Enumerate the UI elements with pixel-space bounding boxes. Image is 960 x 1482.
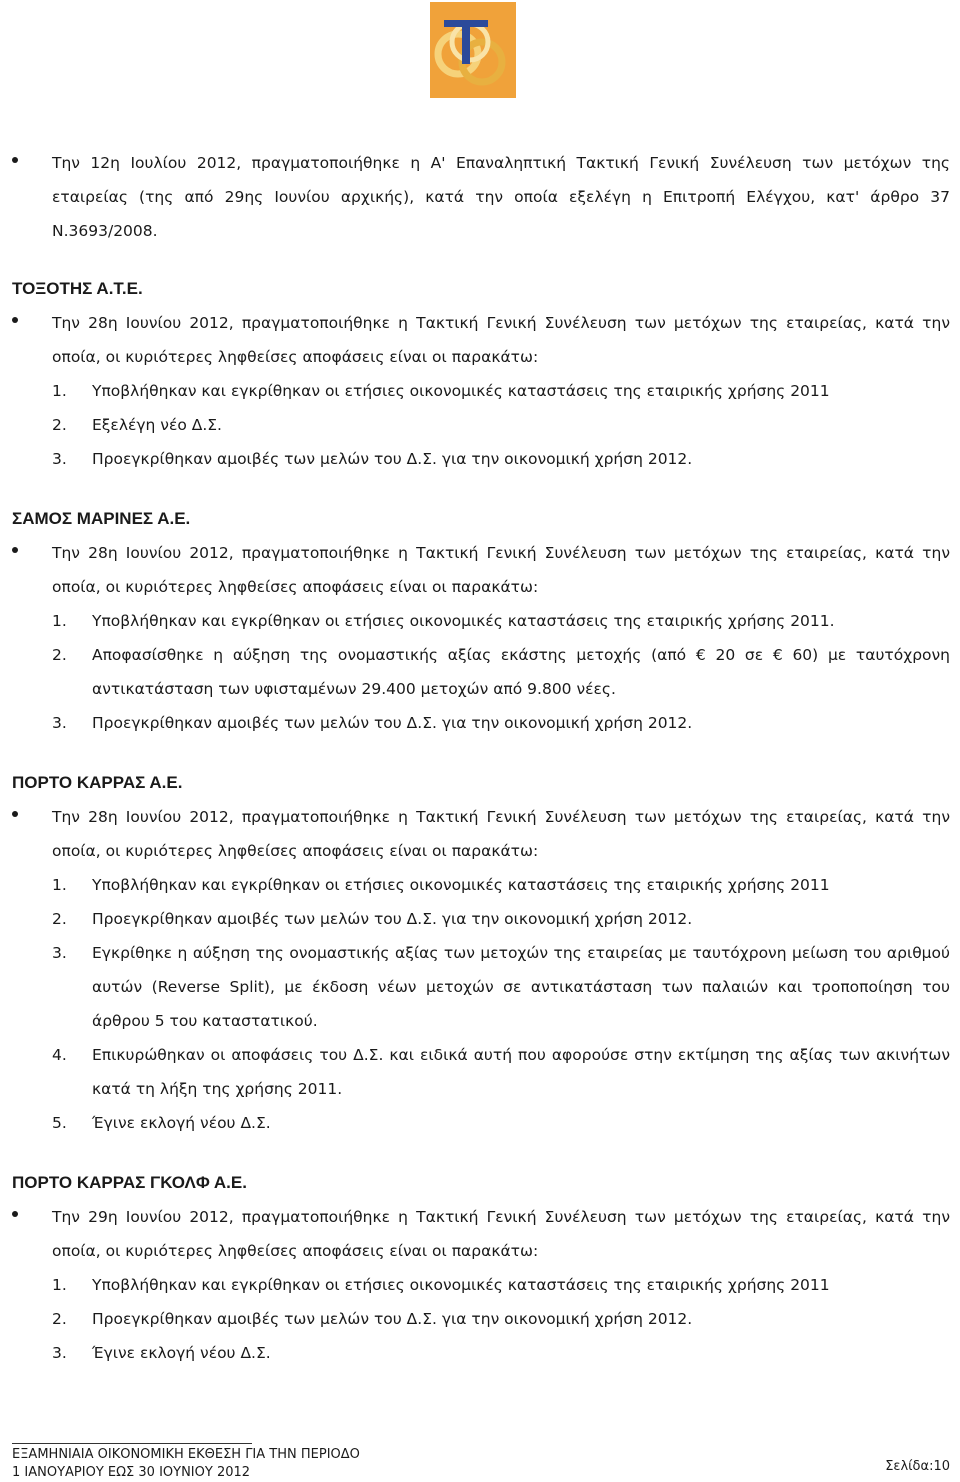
- list-item: [52, 936, 950, 1038]
- item-number: 3.: [52, 450, 67, 468]
- section-title: ΠΟΡΤΟ ΚΑΡΡΑΣ ΓΚΟΛΦ Α.Ε.: [12, 1173, 247, 1192]
- item-text: Επικυρώθηκαν οι αποφάσεις του Δ.Σ. και ειδικά αυτή που αφορούσε στην εκτίμηση της αξίας των ακινήτων κατά τη λήξη της χρήσης 2011.: [92, 1046, 950, 1098]
- list-item: [52, 408, 950, 442]
- decision-list: [52, 604, 950, 740]
- list-item: [52, 442, 950, 476]
- item-text: Προεγκρίθηκαν αμοιβές των μελών του Δ.Σ. για την οικονομική χρήση 2012.: [92, 714, 693, 732]
- item-number: 2.: [52, 646, 67, 664]
- section-samos-marines: [12, 502, 950, 740]
- item-text: Έγινε εκλογή νέου Δ.Σ.: [92, 1114, 271, 1132]
- item-text: Αποφασίσθηκε η αύξηση της ονομαστικής αξίας εκάστης μετοχής (από € 20 σε € 60) με ταυτόχρονη αντικατάσταση των υφισταμένων 29.400 μετοχών από 9.800 νέες.: [92, 646, 950, 698]
- bullet-text: Την 29η Ιουνίου 2012, πραγματοποιήθηκε η Τακτική Γενική Συνέλευση των μετόχων της εταιρείας, κατά την οποία, οι κυριότερες ληφθείσες αποφάσεις είναι οι παρακάτω:: [52, 1208, 950, 1260]
- item-number: 3.: [52, 944, 67, 962]
- bullet-icon: [12, 317, 18, 323]
- section-title: ΣΑΜΟΣ ΜΑΡΙΝΕΣ Α.Ε.: [12, 509, 191, 528]
- bullet-text: Την 28η Ιουνίου 2012, πραγματοποιήθηκε η Τακτική Γενική Συνέλευση των μετόχων της εταιρείας, κατά την οποία, οι κυριότερες ληφθείσες αποφάσεις είναι οι παρακάτω:: [52, 314, 950, 366]
- document-body: [12, 146, 950, 1370]
- item-text: Εξελέγη νέο Δ.Σ.: [92, 416, 222, 434]
- list-item: [52, 1038, 950, 1106]
- list-item: [52, 604, 950, 638]
- footer-line-1: ΕΞΑΜΗΝΙΑΙΑ ΟΙΚΟΝΟΜΙΚΗ ΕΚΘΕΣΗ ΓΙΑ ΤΗΝ ΠΕΡΙΟΔΟ: [12, 1447, 360, 1462]
- list-item: [52, 902, 950, 936]
- decision-list: [52, 868, 950, 1140]
- section-bullet: [12, 800, 950, 1140]
- list-item: [52, 868, 950, 902]
- section-title: ΤΟΞΟΤΗΣ Α.Τ.Ε.: [12, 279, 143, 298]
- page-number: Σελίδα:10: [885, 1459, 950, 1474]
- footer-report-title: [12, 1446, 360, 1482]
- bullet-text: Την 28η Ιουνίου 2012, πραγματοποιήθηκε η Τακτική Γενική Συνέλευση των μετόχων της εταιρείας, κατά την οποία, οι κυριότερες ληφθείσες αποφάσεις είναι οι παρακάτω:: [52, 544, 950, 596]
- list-item: [52, 1302, 950, 1336]
- item-number: 1.: [52, 1276, 67, 1294]
- item-number: 3.: [52, 714, 67, 732]
- list-item: [52, 1336, 950, 1370]
- section-bullet: [12, 536, 950, 740]
- bullet-text: Την 28η Ιουνίου 2012, πραγματοποιήθηκε η Τακτική Γενική Συνέλευση των μετόχων της εταιρείας, κατά την οποία, οι κυριότερες ληφθείσες αποφάσεις είναι οι παρακάτω:: [52, 808, 950, 860]
- bullet-icon: [12, 1211, 18, 1217]
- section-bullet: [12, 306, 950, 476]
- decision-list: [52, 1268, 950, 1370]
- item-text: Προεγκρίθηκαν αμοιβές των μελών του Δ.Σ. για την οικονομική χρήση 2012.: [92, 1310, 693, 1328]
- item-number: 1.: [52, 382, 67, 400]
- section-porto-carras: [12, 766, 950, 1140]
- intro-text: Την 12η Ιουλίου 2012, πραγματοποιήθηκε η Α' Επαναληπτική Τακτική Γενική Συνέλευση των μετόχων της εταιρείας (της από 29ης Ιουνίου αρχικής), κατά την οποία εξελέγη η Επιτροπή Ελέγχου, κατ' άρθρο 37 Ν.3693/2008.: [52, 154, 950, 240]
- section-toxotis: [12, 272, 950, 476]
- item-text: Υποβλήθηκαν και εγκρίθηκαν οι ετήσιες οικονομικές καταστάσεις της εταιρικής χρήσης 2011.: [92, 612, 835, 630]
- item-number: 2.: [52, 1310, 67, 1328]
- item-text: Προεγκρίθηκαν αμοιβές των μελών του Δ.Σ. για την οικονομική χρήση 2012.: [92, 910, 693, 928]
- item-number: 4.: [52, 1046, 67, 1064]
- item-number: 1.: [52, 876, 67, 894]
- list-item: [52, 1106, 950, 1140]
- bullet-icon: [12, 547, 18, 553]
- list-item: [52, 1268, 950, 1302]
- item-number: 3.: [52, 1344, 67, 1362]
- item-text: Προεγκρίθηκαν αμοιβές των μελών του Δ.Σ. για την οικονομική χρήση 2012.: [92, 450, 693, 468]
- section-porto-carras-golf: [12, 1166, 950, 1370]
- item-text: Υποβλήθηκαν και εγκρίθηκαν οι ετήσιες οικονομικές καταστάσεις της εταιρικής χρήσης 2011: [92, 876, 830, 894]
- item-number: 2.: [52, 910, 67, 928]
- list-item: [52, 638, 950, 706]
- item-text: Έγινε εκλογή νέου Δ.Σ.: [92, 1344, 271, 1362]
- intro-bullet: [12, 146, 950, 248]
- item-text: Υποβλήθηκαν και εγκρίθηκαν οι ετήσιες οικονομικές καταστάσεις της εταιρικής χρήσης 2011: [92, 1276, 830, 1294]
- decision-list: [52, 374, 950, 476]
- item-text: Εγκρίθηκε η αύξηση της ονομαστικής αξίας των μετοχών της εταιρείας με ταυτόχρονη μείωση του αριθμού αυτών (Reverse Split), με έκδοση νέων μετοχών σε αντικατάσταση των παλαιών και τροποποίηση του άρθρου 5 του καταστατικού.: [92, 944, 950, 1030]
- item-number: 5.: [52, 1114, 67, 1132]
- item-number: 1.: [52, 612, 67, 630]
- section-title: ΠΟΡΤΟ ΚΑΡΡΑΣ Α.Ε.: [12, 773, 183, 792]
- list-item: [52, 706, 950, 740]
- footer-divider: [12, 1443, 252, 1444]
- section-bullet: [12, 1200, 950, 1370]
- company-logo: [430, 2, 516, 98]
- item-number: 2.: [52, 416, 67, 434]
- list-item: [52, 374, 950, 408]
- footer-line-2: 1 ΙΑΝΟΥΑΡΙΟΥ ΕΩΣ 30 ΙΟΥΝΙΟΥ 2012: [12, 1465, 251, 1480]
- bullet-icon: [12, 157, 18, 163]
- item-text: Υποβλήθηκαν και εγκρίθηκαν οι ετήσιες οικονομικές καταστάσεις της εταιρικής χρήσης 2011: [92, 382, 830, 400]
- bullet-icon: [12, 811, 18, 817]
